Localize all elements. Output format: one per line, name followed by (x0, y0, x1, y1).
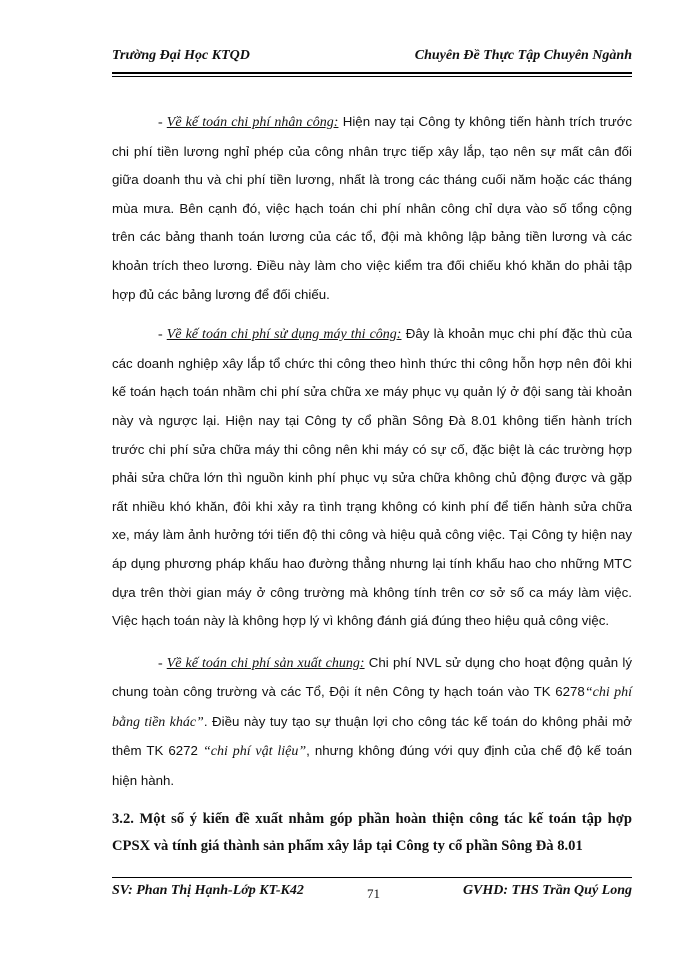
paragraph-prefix: - (158, 115, 167, 130)
paragraph-machine-cost (112, 320, 632, 636)
quote-material-cost: “chi phí vật liệu” (202, 744, 307, 760)
page-number: 71 (367, 886, 380, 901)
footer-student: SV: Phan Thị Hạnh-Lớp KT-K42 (112, 883, 304, 898)
paragraph-prefix: - (158, 327, 167, 343)
section-heading: 3.2. Một số ý kiến đề xuất nhằm góp phần hoàn thiện công tác kế toán tập hợp CPSX và tính giá thành sản phẩm xây lắp tại Công ty cổ phần Sông Đà 8.01 (112, 811, 632, 854)
page-footer (112, 880, 632, 904)
page-header (112, 44, 632, 74)
header-report-title: Chuyên Đề Thực Tập Chuyên Ngành (414, 48, 632, 63)
paragraph-label: Về kế toán chi phí sử dụng máy thi công: (166, 327, 402, 343)
quote-other-cash-cost: “chi phí bằng tiền khác” (112, 685, 633, 730)
body-text (112, 108, 632, 796)
paragraph-text: . Điều này tuy tạo sự thuận lợi cho công tác kế toán do không phải mở thêm TK 6272 (112, 713, 632, 759)
paragraph-text: , nhưng không đúng với quy định của chế độ kế toán hiện hành. (112, 743, 632, 789)
paragraph-label: Về kế toán chi phí sản xuất chung: (166, 655, 365, 671)
paragraph-label: Về kế toán chi phí nhân công: (166, 115, 339, 130)
paragraph-text: Hiện nay tại Công ty không tiến hành trích trước chi phí tiền lương nghỉ phép của công nhân trực tiếp xây lắp, tạo nên sự mất cân đối giữa doanh thu và chi phí tiền lương, nhất là trong các tháng cuối năm hoặc các tháng mùa mưa. Bên cạnh đó, việc hạch toán chi phí nhân công chỉ dựa vào số tổng cộng trên các bảng thanh toán lương của các tổ, đội mà không lập bảng tiền lương và các khoản trích theo lương. Điều này làm cho việc kiểm tra đối chiếu khó khăn do phải tập hợp đủ các bảng lương để đối chiếu. (112, 114, 632, 302)
header-university: Trường Đại Học KTQD (112, 48, 250, 63)
footer-supervisor: GVHD: THS Trần Quý Long (462, 883, 632, 898)
footer-rule (112, 877, 632, 878)
paragraph-prefix: - (158, 655, 167, 671)
paragraph-labor-cost (112, 108, 632, 309)
header-rule-thin (112, 76, 632, 77)
paragraph-text: Chi phí NVL sử dụng cho hoạt động quản lý chung toàn công trường và các Tổ, Đội ít nên Công ty hạch toán vào TK 6278 (112, 654, 632, 700)
paragraph-overhead-cost (112, 649, 632, 796)
paragraph-text: Đây là khoản mục chi phí đặc thù của các doanh nghiệp xây lắp tổ chức thi công theo hình thức thi công hỗn hợp nên đôi khi kế toán hạch toán nhầm chi phí sửa chữa xe máy phục vụ quản lý ở đội sang tài khoản này và ngược lại. Hiện nay tại Công ty cổ phần Sông Đà 8.01 không tiến hành trích trước chi phí sửa chữa máy thi công nên khi máy có sự cố, đặc biệt là các trường hợp phải sửa chữa lớn thì nguồn kinh phí phục vụ sửa chữa không chủ động được và gặp rất nhiều khó khăn, đôi khi xảy ra tình trạng không có kinh phí để tiến hành sửa chữa xe, máy làm ảnh hưởng tới tiến độ thi công và hiệu quả công việc. Tại Công ty hiện nay áp dụng phương pháp khấu hao đường thẳng nhưng lại tính khấu hao cho những MTC dựa trên thời gian máy ở công trường mà không tính trên cơ sở số ca máy làm việc. Việc hạch toán này là không hợp lý vì không đánh giá đúng theo hiệu quả công việc. (112, 326, 632, 629)
header-rule (112, 72, 632, 74)
